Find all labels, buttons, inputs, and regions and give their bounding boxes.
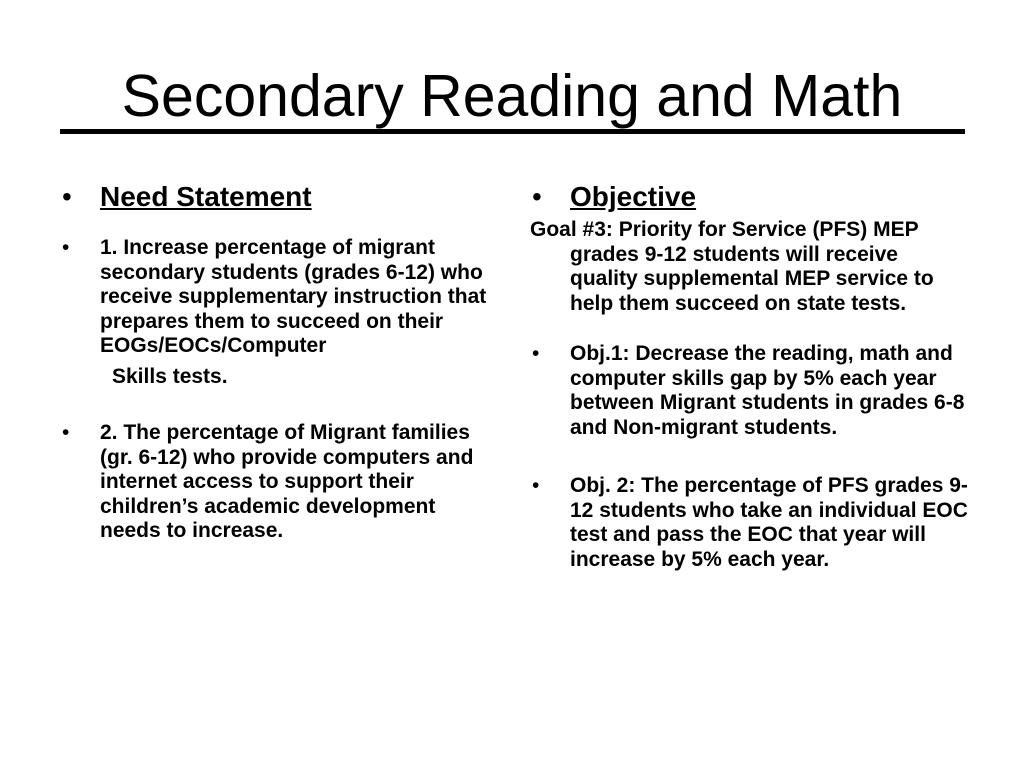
need-item-2	[60, 421, 490, 544]
objective-1-text: Obj.1: Decrease the reading, math and computer skills gap by 5% each year between Migrant students in grades 6-8 and Non-migrant students.	[570, 342, 965, 439]
need-statement-column	[60, 180, 490, 544]
objective-heading: Objective	[570, 181, 697, 212]
title-divider	[60, 129, 965, 134]
bullet-icon: •	[532, 181, 542, 212]
bullet-icon: •	[532, 474, 540, 497]
bullet-icon: •	[62, 421, 70, 444]
need-statement-heading-row	[60, 180, 490, 214]
need-item-1-continuation: Skills tests.	[112, 364, 228, 388]
need-statement-heading: Need Statement	[100, 181, 312, 212]
objective-1	[530, 342, 970, 440]
goal-statement: Goal #3: Priority for Service (PFS) MEP grades 9-12 students will receive quality supplemental MEP service to help them succeed on state tests.	[530, 218, 934, 315]
bullet-icon: •	[532, 342, 540, 365]
need-item-1-text: 1. Increase percentage of migrant secondary students (grades 6-12) who receive supplementary instruction that prepares them to succeed on their EOGs/EOCs/Computer	[100, 236, 487, 357]
bullet-icon: •	[62, 236, 70, 259]
need-item-1	[60, 236, 490, 359]
objective-column	[530, 180, 970, 572]
slide-title: Secondary Reading and Math	[121, 63, 903, 129]
objective-heading-row	[530, 180, 970, 214]
bullet-icon: •	[62, 181, 72, 212]
need-item-2-text: 2. The percentage of Migrant families (gr. 6-12) who provide computers and internet access to support their children’s academic development needs to increase.	[100, 421, 474, 542]
objective-2	[530, 474, 970, 572]
objective-2-text: Obj. 2: The percentage of PFS grades 9-12 students who take an individual EOC test and pass the EOC that year will increase by 5% each year.	[570, 474, 968, 571]
